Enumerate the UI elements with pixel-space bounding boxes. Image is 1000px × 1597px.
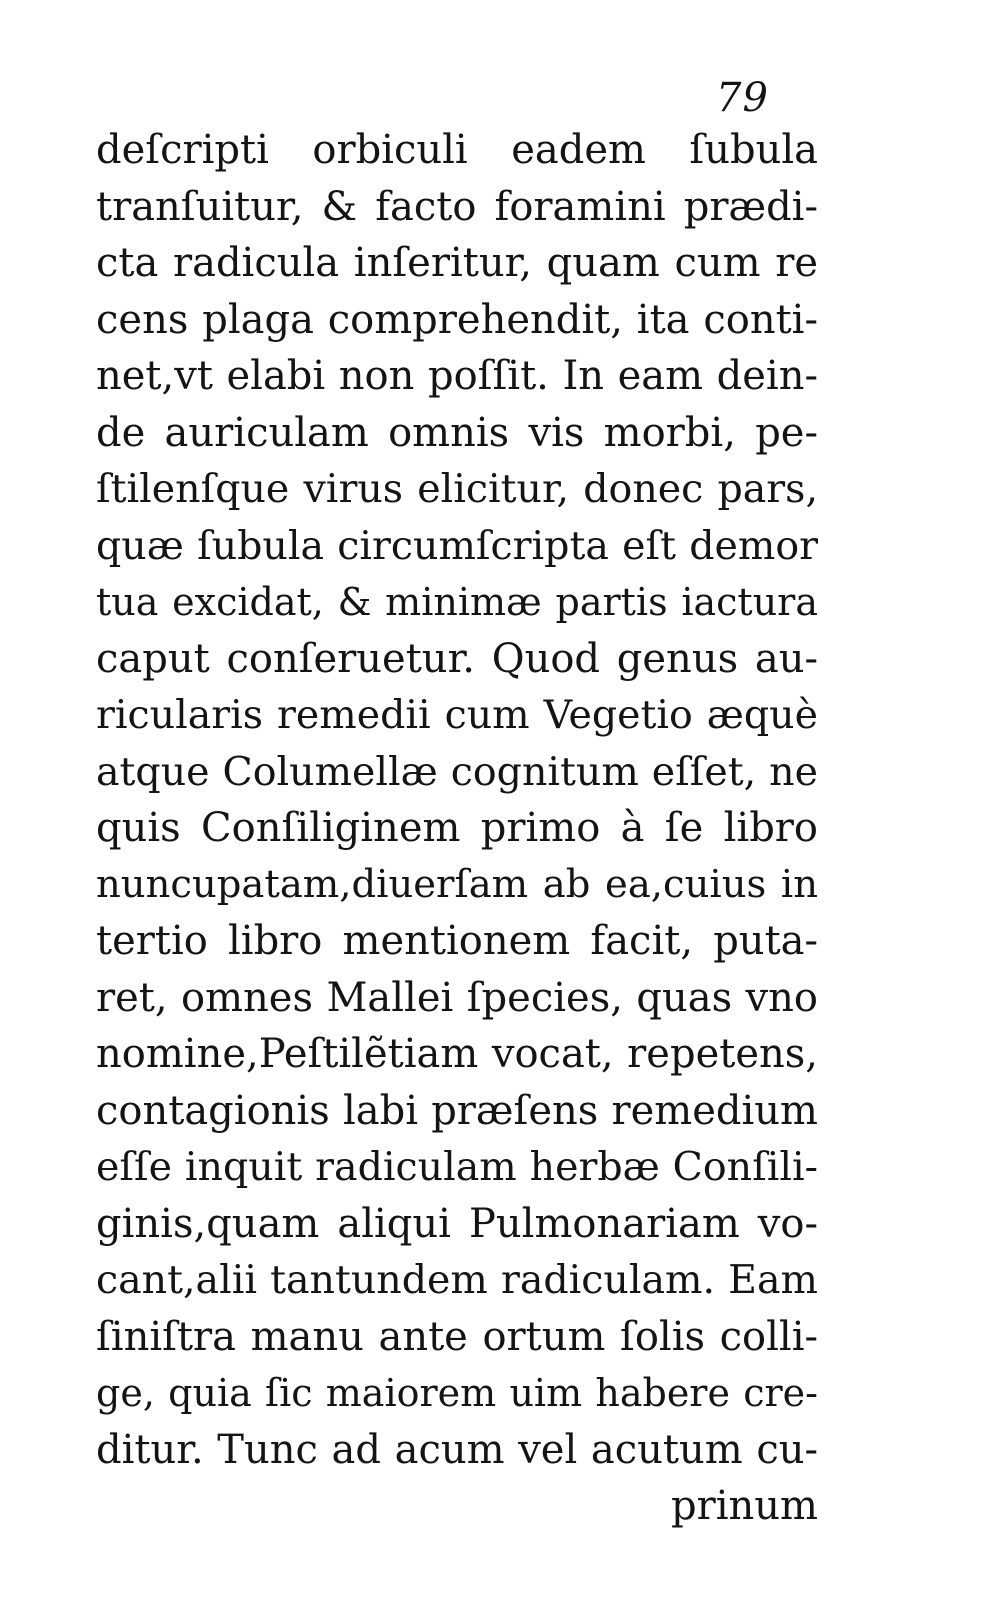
text-line: cta radicula inſeritur, quam cum re — [96, 240, 818, 286]
text-line: atque Columellæ cognitum eſſet, ne — [96, 748, 818, 795]
text-line: eſſe inquit radiculam herbæ Conſili- — [96, 1144, 818, 1190]
text-line: ret, omnes Mallei ſpecies, quas vno — [96, 974, 818, 1021]
text-line: cant,alii tantundem radiculam. Eam — [96, 1257, 818, 1303]
text-line: nuncupatam,diuerſam ab ea,cuius in — [96, 861, 818, 907]
text-line: quis Conſiliginem primo à ſe libro — [96, 805, 818, 851]
text-line: ge, quia ſic maiorem uim habere cre- — [96, 1371, 818, 1415]
text-line: ginis,quam aliqui Pulmonariam vo- — [96, 1200, 818, 1247]
text-line: quæ ſubula circumſcripta eſt demor — [96, 522, 818, 569]
text-line: net,vt elabi non poſſit. In eam dein- — [96, 353, 818, 399]
text-line: nomine,Peſtilẽtiam vocat, repetens, — [96, 1031, 818, 1077]
body-text — [96, 122, 818, 1535]
text-line: tranſuitur, & facto foramini prædi- — [96, 183, 818, 230]
page-number: 79 — [716, 75, 769, 121]
text-line: ſtilenſque virus elicitur, donec pars, — [96, 466, 818, 512]
text-line: deſcripti orbiculi eadem ſubula — [96, 127, 818, 173]
text-line: cens plaga comprehendit, ita conti- — [96, 296, 818, 343]
text-line: de auriculam omnis vis morbi, pe- — [96, 409, 818, 456]
text-line: tertio libro mentionem facit, puta- — [96, 918, 818, 964]
text-line: caput conſeruetur. Quod genus au- — [96, 635, 818, 682]
text-line: ricularis remedii cum Vegetio æquè — [96, 692, 818, 738]
text-line: ſiniſtra manu ante ortum ſolis colli- — [96, 1313, 818, 1360]
text-line: ditur. Tunc ad acum vel acutum cu- — [96, 1426, 818, 1473]
catchword: prinum — [671, 1483, 818, 1529]
text-line: tua excidat, & minimæ partis iactura — [96, 580, 818, 624]
text-line: contagionis labi præſens remedium — [96, 1087, 818, 1134]
